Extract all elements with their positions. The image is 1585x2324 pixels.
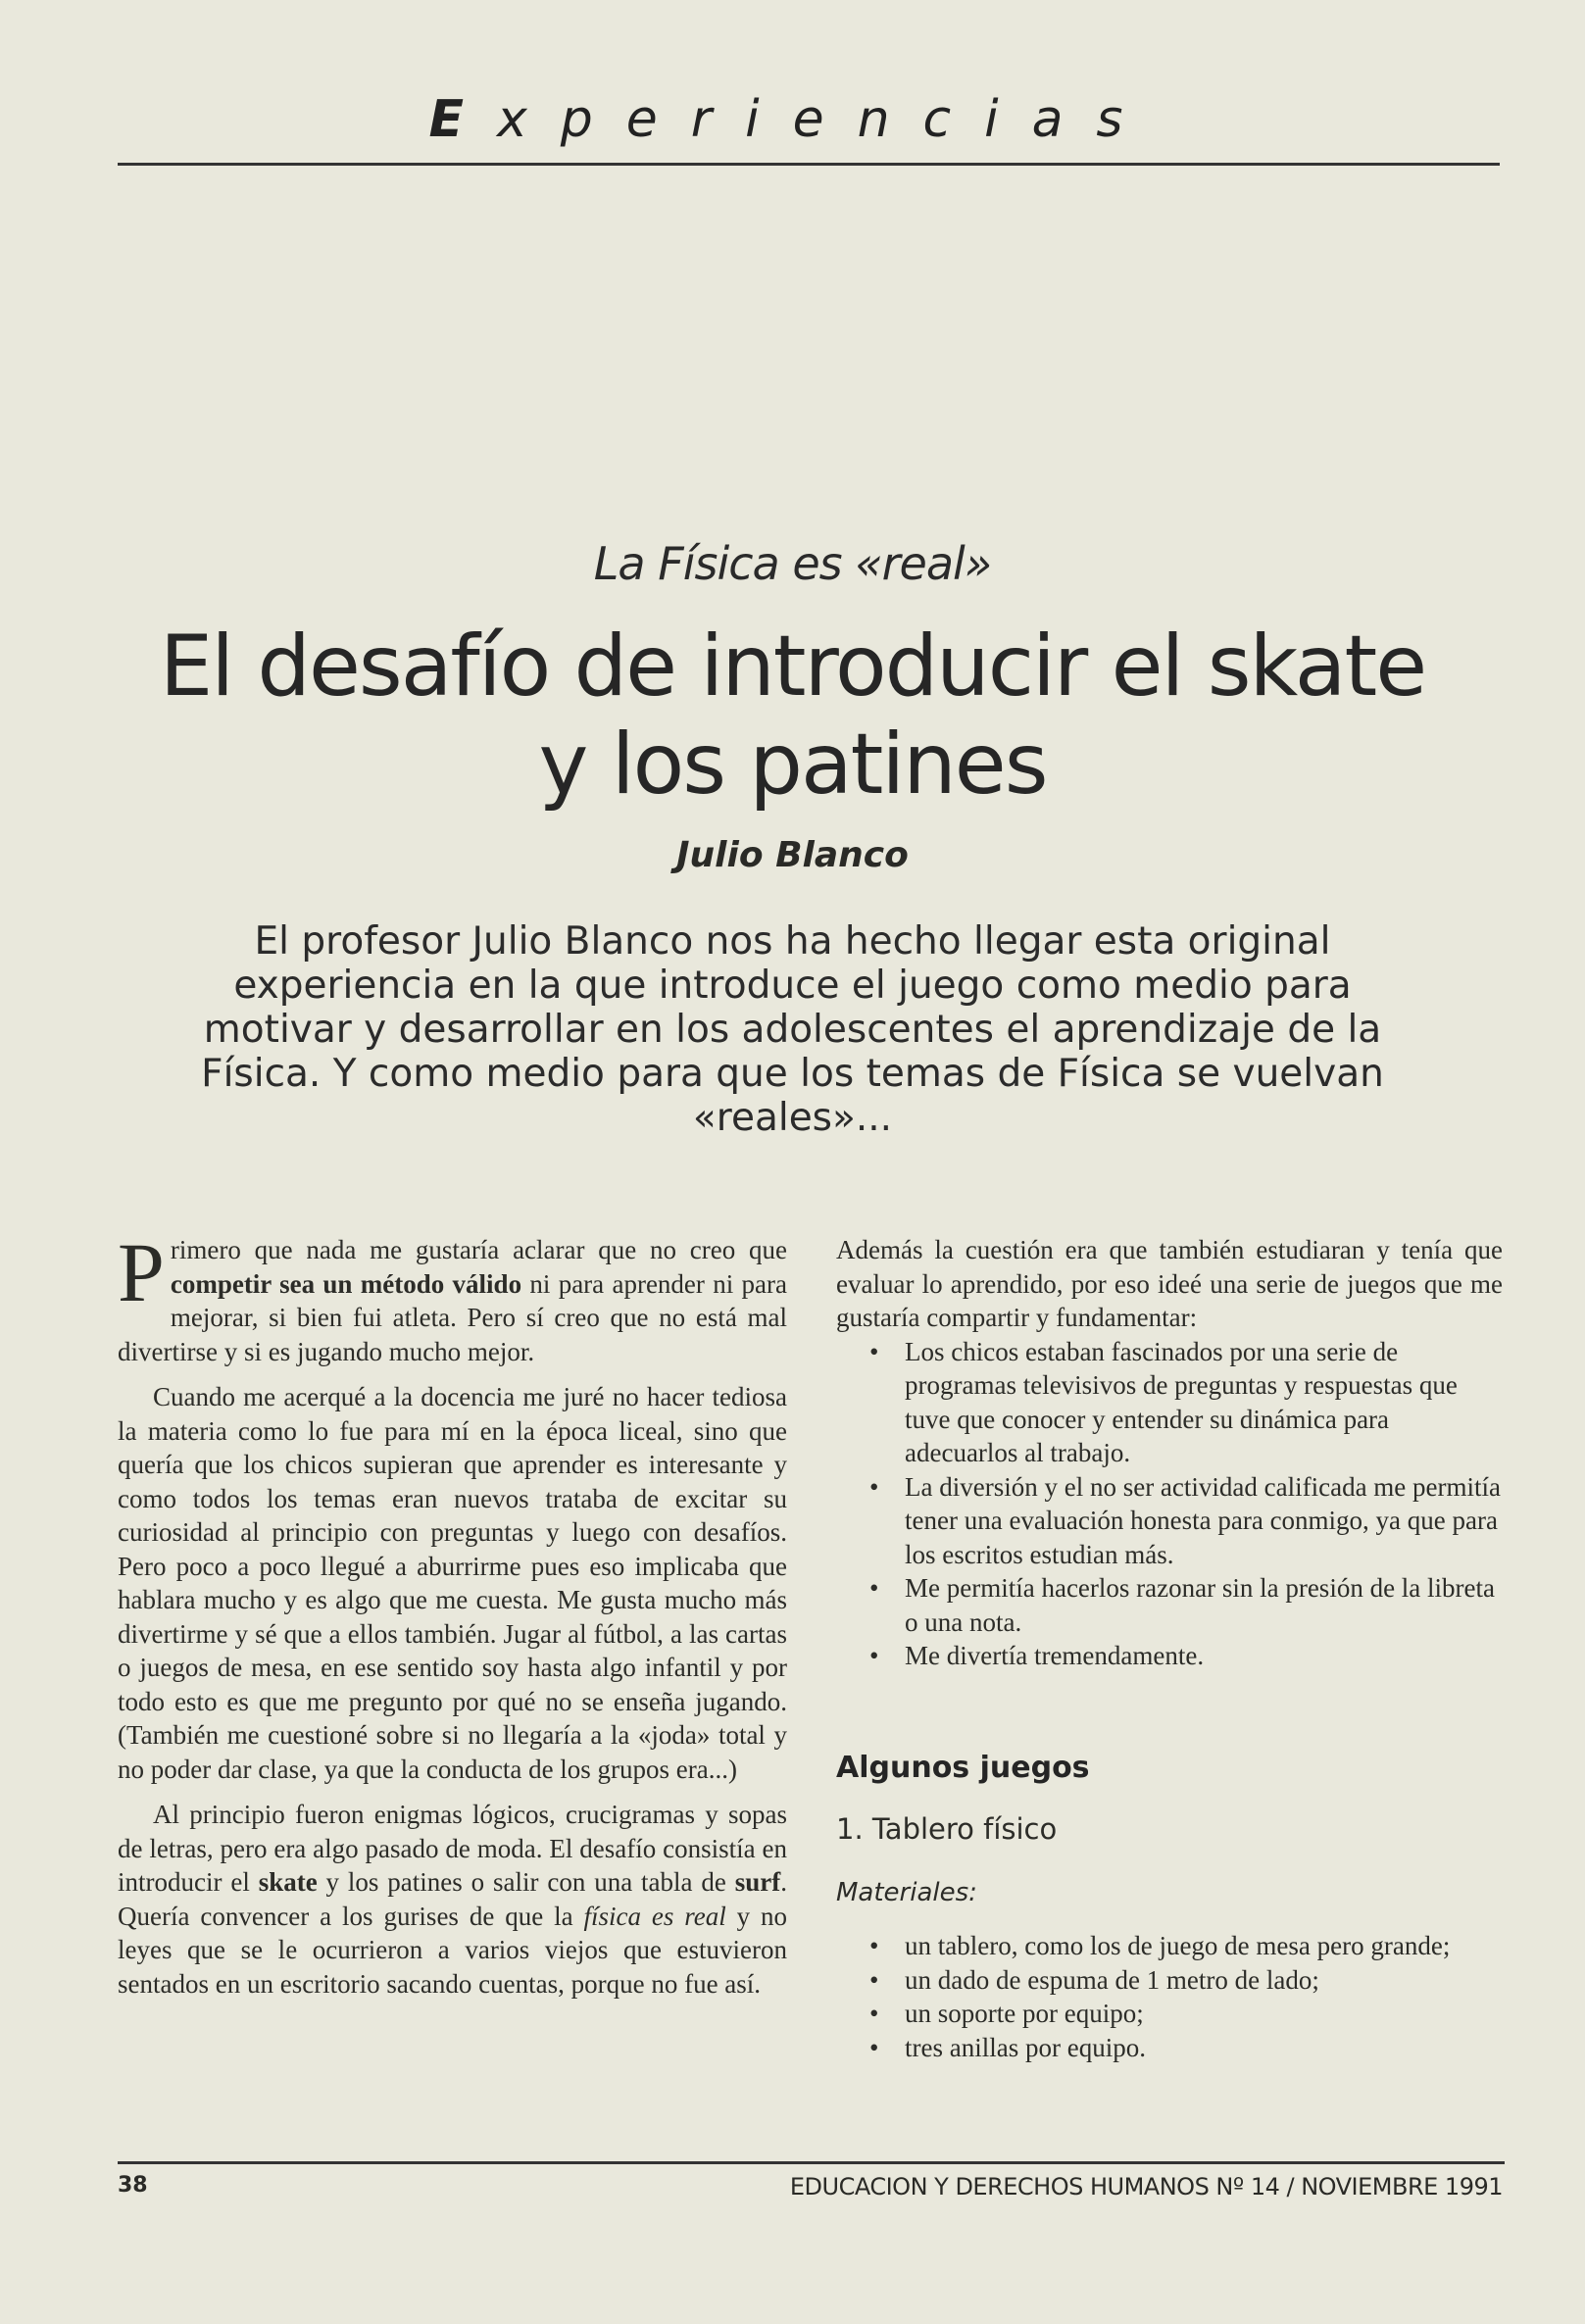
right-column	[836, 1233, 1503, 2064]
paragraph-3-text-a: Al principio fueron enigmas lógicos, crucigramas y sopas de letras, pero era algo pasado de moda. El desafío consistía en introducir el	[118, 1800, 787, 1897]
reasons-list	[836, 1335, 1503, 1673]
paragraph-2: Cuando me acerqué a la docencia me juré no hacer tediosa la materia como lo fue para mí en la época liceal, sino que quería que los chicos supieran que aprender es interesante y como todos los temas eran nuevos trataba de excitar su curiosidad al principio con preguntas y luego con desafíos. Pero poco a poco llegué a aburrirme pues eso implicaba que hablara mucho y es algo que me cuesta. Me gusta mucho más divertirme y sé que a ellos también. Jugar al fútbol, a las cartas o juegos de mesa, en ese sentido soy hasta algo infantil y por todo esto es que me pregunto por qué no se enseña jugando. (También me cuestioné sobre si no llegaría a la «joda» total y no poder dar clase, ya que la conducta de los grupos era...)	[118, 1382, 787, 1784]
paragraph-3-text-b: y los patines o salir con una tabla de	[317, 1867, 735, 1897]
paragraph-3-skate: skate	[258, 1867, 318, 1897]
article-author: Julio Blanco	[676, 835, 909, 875]
list-item: • Los chicos estaban fascinados por una serie de programas televisivos de preguntas y respuestas que tuve que conocer y entender su dinámica para adecuarlos al trabajo.	[836, 1335, 1503, 1470]
paragraph-1-text-b: ni para aprender ni para mejorar, si bien fui atleta. Pero sí creo que no está mal divertirse y si es jugando mucho mejor.	[118, 1268, 787, 1366]
right-intro: Además la cuestión era que también estudiaran y tenía que evaluar lo aprendido, por eso ideé una serie de juegos que me gustaría compartir y fundamentar:	[836, 1235, 1503, 1332]
section-heading: Algunos juegos	[836, 1750, 1090, 1785]
left-column	[118, 1225, 787, 2001]
list-item: • La diversión y el no ser actividad calificada me permitía tener una evaluación honesta para conmigo, ya que para los escritos estudian más.	[836, 1470, 1503, 1572]
list-item: • Me permitía hacerlos razonar sin la presión de la libreta o una nota.	[836, 1571, 1503, 1639]
paragraph-3-text-d: y no leyes que se le ocurrieron a varios viejos que estuvieron sentados en un escritorio sacando cuentas, porque no fue así.	[118, 1901, 787, 1999]
paragraph-3-surf: surf	[734, 1867, 781, 1897]
materials-label: Materiales:	[836, 1877, 977, 1907]
paragraph-3	[118, 1798, 787, 2001]
list-item: • Me divertía tremendamente.	[836, 1639, 1503, 1673]
page-number: 38	[118, 2173, 148, 2198]
list-item: • un soporte por equipo;	[836, 1997, 1503, 2031]
paragraph-3-italic: física es real	[583, 1901, 726, 1931]
footer-rule	[118, 2161, 1505, 2164]
paragraph-1-text-a: rimero que nada me gustaría aclarar que no creo que	[170, 1235, 787, 1264]
article-lead: El profesor Julio Blanco nos ha hecho llegar esta original experiencia en la que introduce el juego como medio para motivar y desarrollar en los adolescentes el aprendizaje de la Física. Y como medio para que los temas de Física se vuelvan «reales»...	[201, 919, 1384, 1140]
list-item: • un tablero, como los de juego de mesa pero grande;	[836, 1929, 1503, 1963]
subheading: 1. Tablero físico	[836, 1812, 1058, 1846]
drop-cap: P	[118, 1225, 165, 1319]
materials-list	[836, 1929, 1503, 2064]
publication-footer: EDUCACION Y DERECHOS HUMANOS Nº 14 / NOVIEMBRE 1991	[789, 2173, 1503, 2200]
section-title-initial: E	[428, 90, 497, 149]
article-kicker: La Física es «real»	[593, 537, 992, 590]
section-title	[0, 90, 1585, 149]
paragraph-1	[118, 1225, 787, 1368]
paragraph-1-bold: competir sea un método válido	[170, 1268, 522, 1299]
list-item: • tres anillas por equipo.	[836, 2031, 1503, 2065]
list-item: • un dado de espuma de 1 metro de lado;	[836, 1963, 1503, 1998]
paragraph-3-text-c: . Quería convencer a los gurises de que la	[118, 1867, 787, 1931]
article-title: El desafío de introducir el skate y los patines	[159, 618, 1426, 814]
section-title-rest: xperiencias	[496, 90, 1157, 149]
header-rule	[118, 163, 1500, 166]
